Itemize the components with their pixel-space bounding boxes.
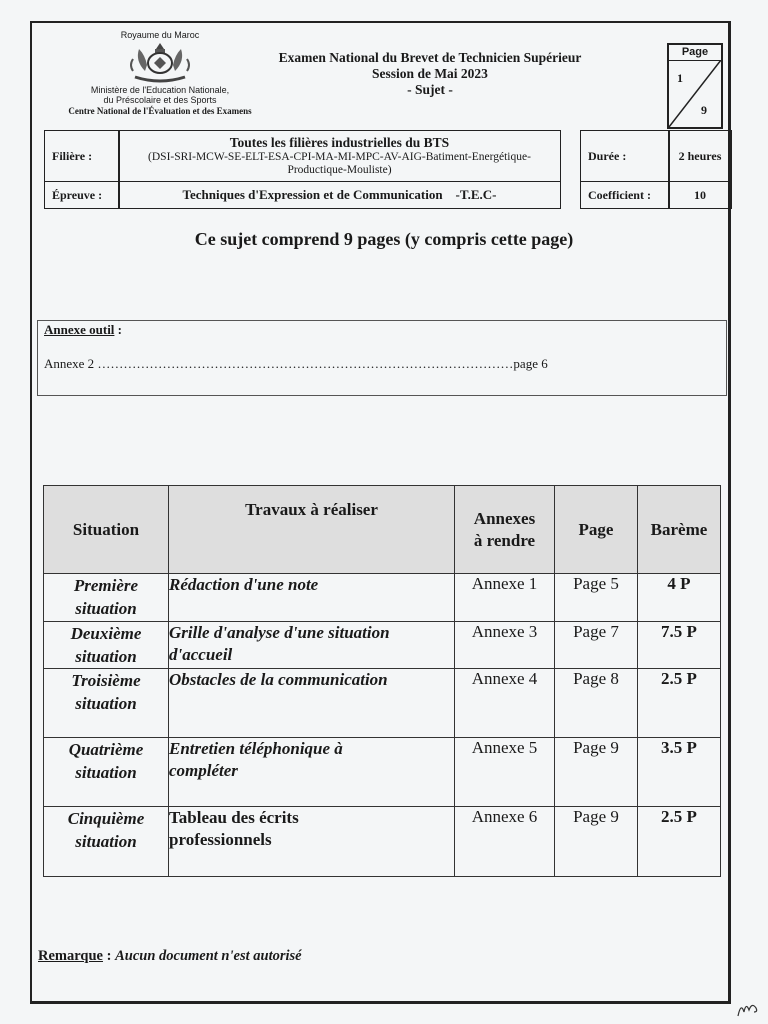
tasks-header-row (44, 486, 721, 574)
remark-label: Remarque (38, 948, 103, 964)
situation-word: situation (75, 599, 137, 618)
row-task (169, 574, 455, 622)
table-row (44, 574, 721, 622)
filiere-label: Filière : (44, 130, 120, 182)
tasks-table (43, 485, 721, 877)
task-line-1: Grille d'analyse d'une situation (169, 623, 390, 642)
task-line-2: d'accueil (169, 645, 233, 664)
duree-label: Durée : (580, 130, 670, 182)
situation-word: situation (75, 832, 137, 851)
header-situation: Situation (44, 486, 169, 574)
row-annexe: Annexe 6 (455, 807, 555, 877)
remark-text: Aucun document n'est autorisé (115, 948, 302, 964)
subject-page-count: Ce sujet comprend 9 pages (y compris cette page) (194, 229, 574, 249)
row-page: Page 7 (555, 622, 638, 669)
row-page: Page 9 (555, 738, 638, 807)
row-task (169, 738, 455, 807)
situation-ordinal: Première (73, 576, 139, 595)
row-situation (44, 669, 169, 738)
row-page: Page 9 (555, 807, 638, 877)
exam-session: Session de Mai 2023 (372, 66, 488, 81)
exam-title-block (270, 50, 590, 98)
situation-ordinal: Quatrième (68, 740, 144, 759)
remark (38, 948, 302, 965)
row-annexe: Annexe 3 (455, 622, 555, 669)
filiere-title: Toutes les filières industrielles du BTS (229, 135, 450, 150)
filiere-list: (DSI-SRI-MCW-SE-ELT-ESA-CPI-MA-MI-MPC-AV-AIG-Batiment-Energétique-Productique-Mouliste) (148, 151, 531, 176)
page-box-label: Page (669, 45, 721, 61)
exam-kind: - Sujet - (407, 82, 453, 97)
epreuve-label: Épreuve : (44, 181, 120, 209)
header-annexes-line2: à rendre (473, 530, 536, 550)
row-situation (44, 807, 169, 877)
situation-ordinal: Cinquième (67, 809, 145, 828)
annex-tool-heading (44, 322, 122, 338)
coefficient-value: 10 (668, 181, 732, 209)
header-annexes (455, 486, 555, 574)
situation-ordinal: Troisième (71, 671, 141, 690)
header-bareme: Barème (638, 486, 721, 574)
row-bareme: 7.5 P (638, 622, 721, 669)
annex-tool-title: Annexe outil (44, 322, 115, 337)
table-row (44, 807, 721, 877)
row-annexe: Annexe 5 (455, 738, 555, 807)
situation-word: situation (75, 647, 137, 666)
task-line-1: Obstacles de la communication (169, 670, 388, 689)
remark-separator: : (102, 948, 116, 964)
row-annexe: Annexe 4 (455, 669, 555, 738)
filiere-value (118, 130, 561, 182)
coefficient-label: Coefficient : (580, 181, 670, 209)
centre-label: Centre National de l'Évaluation et des Examens (68, 106, 252, 116)
situation-ordinal: Deuxième (70, 624, 142, 643)
task-line-2: compléter (169, 761, 238, 780)
row-bareme: 4 P (638, 574, 721, 622)
row-task (169, 622, 455, 669)
task-line-1: Entretien téléphonique à (169, 739, 343, 758)
header-annexes-line1: Annexes (473, 508, 536, 528)
row-bareme: 2.5 P (638, 669, 721, 738)
page-total: 9 (701, 103, 707, 117)
task-line-1: Tableau des écrits (169, 808, 299, 827)
row-bareme: 2.5 P (638, 807, 721, 877)
row-bareme: 3.5 P (638, 738, 721, 807)
annex-tool-box (37, 320, 727, 396)
annex-tool-colon: : (114, 322, 123, 337)
situation-word: situation (75, 763, 137, 782)
task-line-1: Rédaction d'une note (169, 575, 319, 594)
ministry-header (50, 30, 270, 116)
header-page: Page (555, 486, 638, 574)
royal-emblem-icon (105, 41, 215, 83)
situation-word: situation (75, 694, 137, 713)
duree-value: 2 heures (668, 130, 732, 182)
table-row (44, 622, 721, 669)
row-task (169, 669, 455, 738)
handwritten-mark-icon (736, 996, 762, 1018)
row-task (169, 807, 455, 877)
row-situation (44, 622, 169, 669)
annex-tool-line: Annexe 2 ……………………………………………………………………………………page 6 (44, 356, 548, 371)
page-current: 1 (677, 71, 683, 85)
row-situation (44, 738, 169, 807)
ministry-line-1: Ministère de l'Education Nationale, (90, 85, 230, 95)
ministry-line-2: du Préscolaire et des Sports (103, 95, 217, 105)
page-number-box (667, 43, 723, 129)
row-page: Page 5 (555, 574, 638, 622)
row-annexe: Annexe 1 (455, 574, 555, 622)
exam-title: Examen National du Brevet de Technicien Supérieur (278, 50, 582, 65)
row-situation (44, 574, 169, 622)
header-travaux: Travaux à réaliser (169, 486, 455, 574)
epreuve-value: Techniques d'Expression et de Communication -T.E.C- (118, 181, 561, 209)
table-row (44, 738, 721, 807)
table-row (44, 669, 721, 738)
kingdom-label: Royaume du Maroc (120, 30, 200, 40)
row-page: Page 8 (555, 669, 638, 738)
task-line-2: professionnels (169, 830, 272, 849)
